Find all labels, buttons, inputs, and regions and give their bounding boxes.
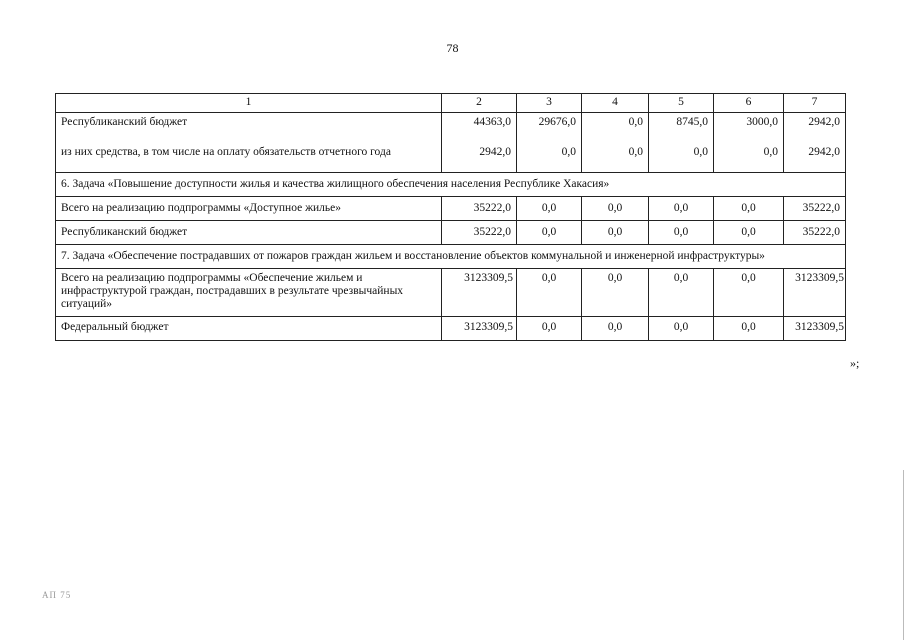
row-label: Всего на реализацию подпрограммы «Доступное жилье» xyxy=(56,197,442,221)
cell-value: 3123309,5 xyxy=(784,317,846,341)
cell-value: 3000,0 xyxy=(746,116,778,128)
closing-quote: »; xyxy=(850,356,860,370)
cell-value: 3123309,5 xyxy=(442,317,517,341)
cell-value: 3123309,5 xyxy=(784,269,846,317)
task-row xyxy=(56,245,846,269)
table-row xyxy=(56,197,846,221)
cell-value: 8745,0 xyxy=(676,116,708,128)
table-header-row xyxy=(56,94,846,113)
task-heading: 7. Задача «Обеспечение пострадавших от пожаров граждан жильем и восстановление объектов коммунальной и инженерной инфраструктуры» xyxy=(56,245,846,269)
page-number: 78 xyxy=(446,41,459,55)
task-heading: 6. Задача «Повышение доступности жилья и качества жилищного обеспечения населения Республике Хакасия» xyxy=(56,173,846,197)
cell-value: 0,0 xyxy=(582,317,649,341)
cell-value: 0,0 xyxy=(714,317,784,341)
cell-value: 0,0 xyxy=(763,146,778,158)
cell-value: 35222,0 xyxy=(442,221,517,245)
cell-value: 0,0 xyxy=(582,197,649,221)
cell-value: 0,0 xyxy=(628,146,643,158)
table-row xyxy=(56,317,846,341)
cell-value: 35222,0 xyxy=(784,197,846,221)
row-label: Республиканский бюджет xyxy=(61,116,188,128)
cell-value: 44363,0 xyxy=(473,116,511,128)
row-label: Республиканский бюджет xyxy=(56,221,442,245)
cell-value: 0,0 xyxy=(649,197,714,221)
cell-value: 0,0 xyxy=(517,317,582,341)
cell-value: 0,0 xyxy=(517,197,582,221)
header-cell: 5 xyxy=(649,94,714,113)
cell-value: 3123309,5 xyxy=(442,269,517,317)
header-cell: 1 xyxy=(56,94,442,113)
cell-value: 2942,0 xyxy=(808,146,840,158)
header-cell: 7 xyxy=(784,94,846,113)
table-row xyxy=(56,269,846,317)
scan-edge-line xyxy=(903,470,904,640)
row-label: из них средства, в том числе на оплату обязательств отчетного года xyxy=(61,146,391,158)
cell-value: 0,0 xyxy=(649,269,714,317)
task-row xyxy=(56,173,846,197)
cell-value: 0,0 xyxy=(561,146,576,158)
table-row xyxy=(56,113,846,173)
cell-value: 0,0 xyxy=(693,146,708,158)
header-cell: 2 xyxy=(442,94,517,113)
cell-value: 35222,0 xyxy=(784,221,846,245)
header-cell: 3 xyxy=(517,94,582,113)
cell-value: 0,0 xyxy=(649,317,714,341)
table-row xyxy=(56,221,846,245)
budget-table xyxy=(55,93,846,341)
cell-value: 2942,0 xyxy=(479,146,511,158)
cell-value: 0,0 xyxy=(714,269,784,317)
row-label: Всего на реализацию подпрограммы «Обеспечение жильем и инфраструктурой граждан, пострадавших в результате чрезвычайных ситуаций» xyxy=(56,269,442,317)
cell-value: 0,0 xyxy=(517,221,582,245)
header-cell: 6 xyxy=(714,94,784,113)
scan-mark: АП 75 xyxy=(42,590,72,600)
row-label: Федеральный бюджет xyxy=(56,317,442,341)
cell-value: 0,0 xyxy=(582,221,649,245)
cell-value: 2942,0 xyxy=(808,116,840,128)
cell-value: 29676,0 xyxy=(538,116,576,128)
header-cell: 4 xyxy=(582,94,649,113)
cell-value: 0,0 xyxy=(649,221,714,245)
cell-value: 0,0 xyxy=(714,197,784,221)
cell-value: 0,0 xyxy=(517,269,582,317)
cell-value: 0,0 xyxy=(582,269,649,317)
cell-value: 35222,0 xyxy=(442,197,517,221)
cell-value: 0,0 xyxy=(714,221,784,245)
cell-value: 0,0 xyxy=(628,116,643,128)
